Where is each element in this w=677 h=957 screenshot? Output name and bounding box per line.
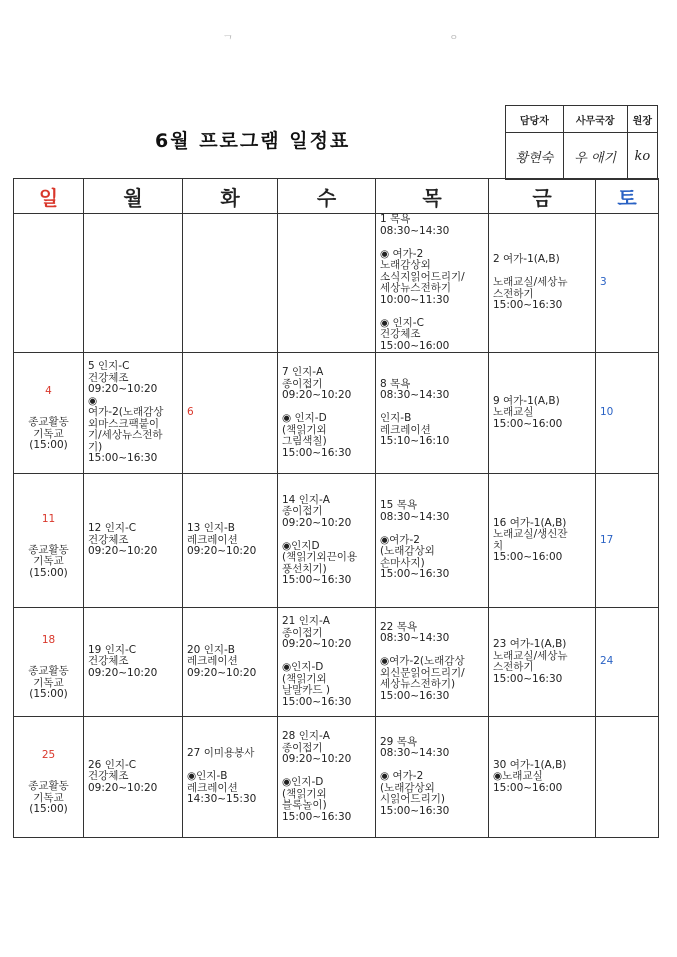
- day-cell-mon: 26 인지-C 건강체조 09:20~10:20: [84, 717, 183, 838]
- day-cell-thu: 15 목욕 08:30~14:30 ◉여가-2 (노래감상외 손마사지) 15:00~16:30: [376, 474, 489, 608]
- day-cell-thu: 29 목욕 08:30~14:30 ◉ 여가-2 (노래감상외 시읽어드리기) 15:00~16:30: [376, 717, 489, 838]
- sunday-cell: [14, 474, 84, 608]
- sunday-cell: [14, 353, 84, 474]
- day-cell-mon: 12 인지-C 건강체조 09:20~10:20: [84, 474, 183, 608]
- approval-header-secretary: 사무국장: [563, 106, 627, 133]
- week-row-1: [14, 214, 659, 353]
- day-cell-wed: 21 인지-A 종이접기 09:20~10:20 ◉인지-D (책읽기외 날말카드 ) 15:00~16:30: [278, 608, 376, 717]
- schedule-calendar: [13, 178, 659, 838]
- day-header-fri: 금: [489, 179, 596, 214]
- week-row-4: [14, 608, 659, 717]
- top-scribble-2: ᄋ: [448, 34, 460, 48]
- signature-manager: 황현숙: [506, 133, 564, 180]
- weekday-header-row: [14, 179, 659, 214]
- sunday-note: 종교활동 기독교 (15:00): [28, 780, 69, 815]
- day-cell-sat: [596, 717, 659, 838]
- day-cell-mon: [84, 214, 183, 353]
- day-cell-sat: 24: [596, 608, 659, 717]
- sunday-note: 종교활동 기독교 (15:00): [28, 416, 69, 451]
- day-header-sun: 일: [14, 179, 84, 214]
- day-cell-sat: 17: [596, 474, 659, 608]
- sunday-date: 4: [45, 385, 52, 397]
- sunday-cell: [14, 214, 84, 353]
- sunday-note: 종교활동 기독교 (15:00): [28, 665, 69, 700]
- day-header-thu: 목: [376, 179, 489, 214]
- day-cell-thu: 22 목욕 08:30~14:30 ◉여가-2(노래감상 외신문읽어드리기/ 세상뉴스전하기) 15:00~16:30: [376, 608, 489, 717]
- day-cell-mon: 5 인지-C 건강체조 09:20~10:20 ◉ 여가-2(노래감상 외마스크팩붙이 기/세상뉴스전하 기) 15:00~16:30: [84, 353, 183, 474]
- approval-header-director: 원장: [627, 106, 657, 133]
- page-title: 6월 프로그램 일정표: [155, 130, 351, 152]
- sunday-date: 25: [41, 749, 56, 761]
- sunday-note: 종교활동 기독교 (15:00): [28, 543, 69, 579]
- day-cell-wed: 28 인지-A 종이접기 09:20~10:20 ◉인지-D (책읽기외 블록놀이) 15:00~16:30: [278, 717, 376, 838]
- day-header-sat: 토: [596, 179, 659, 214]
- day-header-wed: 수: [278, 179, 376, 214]
- day-cell-tue: 6: [183, 353, 278, 474]
- day-cell-sat: 10: [596, 353, 659, 474]
- day-cell-sat: 3: [596, 214, 659, 353]
- day-header-tue: 화: [183, 179, 278, 214]
- sunday-date: 11: [41, 512, 56, 525]
- day-cell-thu: 1 목욕 08:30~14:30 ◉ 여가-2 노래감상외 소식지읽어드리기/ 세상뉴스전하기 10:00~11:30 ◉ 인지-C 건강체조 15:00~16:00: [376, 214, 489, 353]
- day-cell-mon: 19 인지-C 건강체조 09:20~10:20: [84, 608, 183, 717]
- signature-secretary: 우 애기: [563, 133, 627, 180]
- approval-header-manager: 담당자: [506, 106, 564, 133]
- week-row-3: [14, 474, 659, 608]
- day-cell-fri: 9 여가-1(A,B) 노래교실 15:00~16:00: [489, 353, 596, 474]
- day-cell-tue: 13 인지-B 레크레이션 09:20~10:20: [183, 474, 278, 608]
- sunday-cell: [14, 717, 84, 838]
- day-cell-wed: 7 인지-A 종이접기 09:20~10:20 ◉ 인지-D (책읽기외 그림색칠) 15:00~16:30: [278, 353, 376, 474]
- top-scribble: ᄀ: [222, 34, 234, 48]
- approval-box: [505, 105, 658, 180]
- sunday-date: 18: [41, 634, 56, 646]
- day-header-mon: 월: [84, 179, 183, 214]
- day-cell-fri: 30 여가-1(A,B) ◉노래교실 15:00~16:00: [489, 717, 596, 838]
- day-cell-tue: 20 인지-B 레크레이션 09:20~10:20: [183, 608, 278, 717]
- day-cell-wed: [278, 214, 376, 353]
- day-cell-fri: 23 여가-1(A,B) 노래교실/세상뉴 스전하기 15:00~16:30: [489, 608, 596, 717]
- week-row-5: [14, 717, 659, 838]
- day-cell-fri: 16 여가-1(A,B) 노래교실/생신잔 치 15:00~16:00: [489, 474, 596, 608]
- day-cell-tue: [183, 214, 278, 353]
- sunday-cell: [14, 608, 84, 717]
- day-cell-fri: 2 여가-1(A,B) 노래교실/세상뉴 스전하기 15:00~16:30: [489, 214, 596, 353]
- day-cell-thu: 8 목욕 08:30~14:30 인지-B 레크레이션 15:10~16:10: [376, 353, 489, 474]
- day-cell-wed: 14 인지-A 종이접기 09:20~10:20 ◉인지D (책읽기외끈이용 풍선치기) 15:00~16:30: [278, 474, 376, 608]
- week-row-2: [14, 353, 659, 474]
- day-cell-tue: 27 이미용봉사 ◉인지-B 레크레이션 14:30~15:30: [183, 717, 278, 838]
- signature-director: ko: [627, 133, 657, 180]
